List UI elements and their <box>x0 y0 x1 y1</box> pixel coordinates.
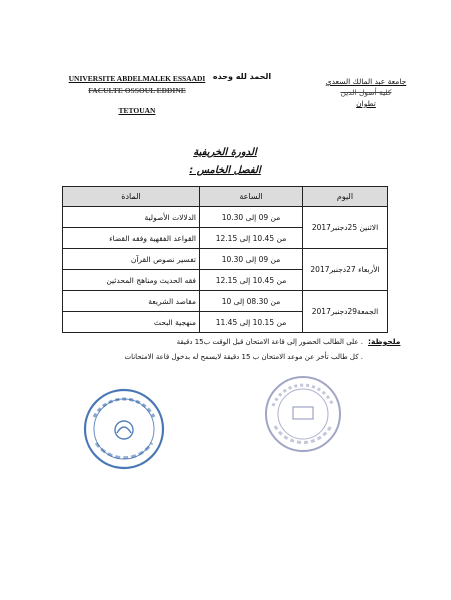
header-right-block <box>310 76 422 109</box>
stamp-seal-icon <box>263 374 343 454</box>
left-official-stamp <box>82 387 166 475</box>
city-latin: TETOUAN <box>118 106 156 115</box>
semester-title: الفصل الخامس : <box>189 165 261 176</box>
right-official-stamp <box>263 374 343 458</box>
time-cell: من 08.30 إلى 10 <box>200 291 303 312</box>
time-cell: من 10.45 إلى 12.15 <box>200 228 303 249</box>
note-item: . كل طالب تأخر عن موعد الامتحان ب 15 دقيقة لايسمح له بدخول قاعة الامتحانات <box>124 353 363 361</box>
faculty-name-latin: FACULTE OSSOUL EDDINE <box>88 86 186 95</box>
header-time: الساعة <box>200 187 303 207</box>
table-row <box>63 249 388 270</box>
faculty-name-arabic: كلية أصول الدين <box>340 88 392 97</box>
basmala-header: الحمد لله وحده <box>212 72 272 81</box>
subject-cell: فقه الحديث ومناهج المحدثين <box>63 270 200 291</box>
day-cell: الأربعاء 27دجنبر2017 <box>303 249 388 291</box>
header-left-block <box>62 73 212 117</box>
header-subject: المادة <box>63 187 200 207</box>
header-day: اليوم <box>303 187 388 207</box>
time-cell: من 09 إلى 10.30 <box>200 207 303 228</box>
university-name-arabic: جامعة عبد المالك السعدي <box>325 77 407 86</box>
notes-label: ملحوظة: <box>368 337 401 346</box>
time-cell: من 10.15 إلى 11.45 <box>200 312 303 333</box>
day-cell: الاثنين 25دجنبر2017 <box>303 207 388 249</box>
subject-cell: القواعد الفقهية وفقه القضاء <box>63 228 200 249</box>
time-cell: من 10.45 إلى 12.15 <box>200 270 303 291</box>
university-name-latin: UNIVERSITE ABDELMALEK ESSAADI <box>68 74 206 83</box>
table-row <box>63 291 388 312</box>
subject-cell: الدلالات الأصولية <box>63 207 200 228</box>
note-item: . على الطالب الحضور إلى قاعة الامتحان قبل الوقت ب15 دقيقة <box>176 338 363 346</box>
exam-schedule-table <box>62 186 388 333</box>
time-cell: من 09 إلى 10.30 <box>200 249 303 270</box>
city-arabic: تطوان <box>356 99 376 108</box>
subject-cell: مقاصد الشريعة <box>63 291 200 312</box>
day-cell: الجمعة29دجنبر2017 <box>303 291 388 333</box>
subject-cell: منهجية البحث <box>63 312 200 333</box>
session-title: الدورة الخريفية <box>193 147 257 158</box>
table-header-row <box>63 187 388 207</box>
subject-cell: تفسير نصوص القرآن <box>63 249 200 270</box>
table-row <box>63 207 388 228</box>
stamp-seal-icon <box>82 387 166 471</box>
